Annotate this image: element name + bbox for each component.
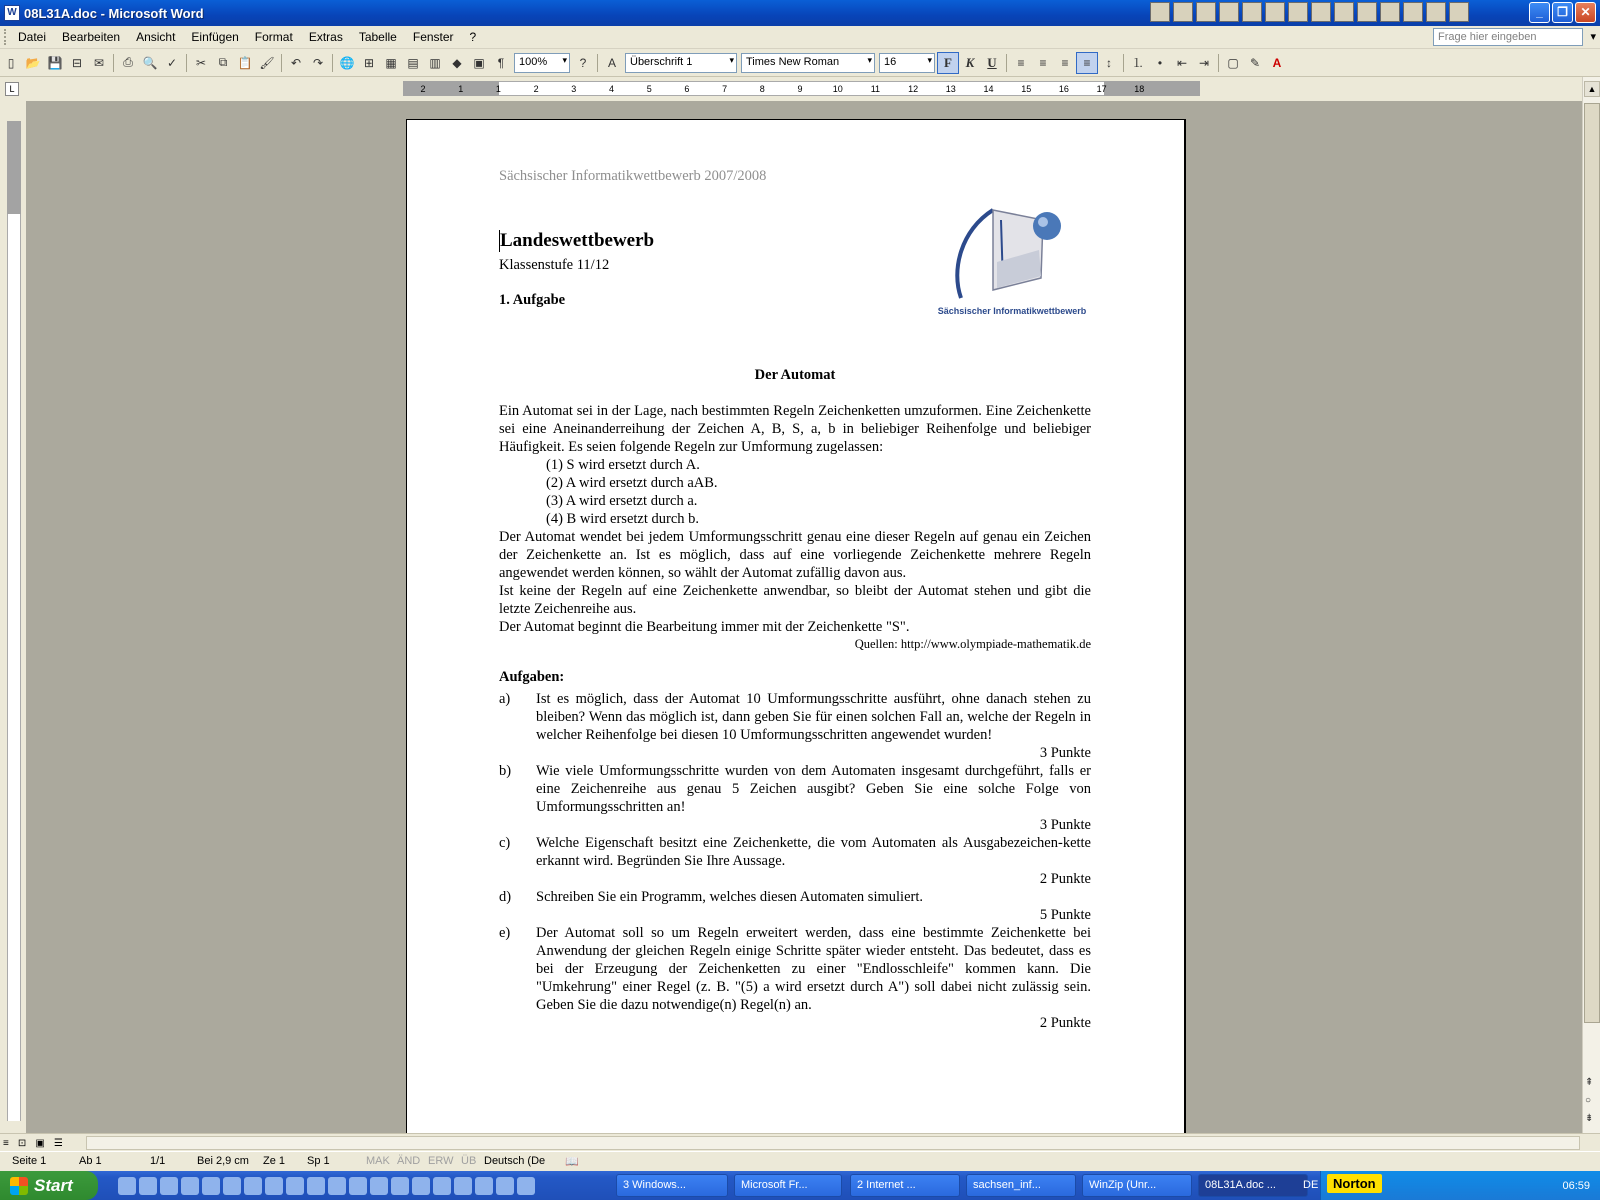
hyperlink-icon[interactable]: 🌐 bbox=[339, 55, 355, 70]
ruler-tick-label: 5 bbox=[646, 84, 652, 94]
vertical-scrollbar[interactable] bbox=[1582, 77, 1600, 1133]
task-points: 2 Punkte bbox=[1039, 871, 1091, 887]
status-bar bbox=[0, 1151, 1600, 1171]
highlight-icon[interactable]: ✎ bbox=[1249, 55, 1261, 70]
shortcut-icon[interactable] bbox=[1380, 2, 1400, 22]
shortcut-icon[interactable] bbox=[1426, 2, 1446, 22]
align-left-icon[interactable]: ≡ bbox=[1017, 55, 1025, 70]
close-button[interactable]: ✕ bbox=[1575, 2, 1596, 23]
task-text: Der Automat soll so um Regeln erweitert werden, dass eine bestimmte Zeichenkette bei Anwendung der gleichen Regeln einige Schritte später wieder entsteht. Das bedeutet, dass es bei der Erzeugung der Zeichenketten zu einer "Endlosschleife" kommen kann. Die "Umkehrung" einer Regel (z. B. "(5) a wird ersetzt durch A") soll dabei nicht zulässig sein. Geben Sie die dazu notwendige(n) Regel(n) an. bbox=[536, 925, 1091, 1013]
quicklaunch-icon[interactable] bbox=[454, 1177, 472, 1195]
task-points: 5 Punkte bbox=[1039, 907, 1091, 923]
align-right-icon[interactable]: ≡ bbox=[1061, 55, 1069, 70]
paste-icon[interactable]: 📋 bbox=[237, 55, 253, 70]
quick-launch bbox=[118, 1177, 535, 1195]
quicklaunch-icon[interactable] bbox=[370, 1177, 388, 1195]
open-folder-icon[interactable]: 📂 bbox=[25, 55, 41, 70]
quicklaunch-icon[interactable] bbox=[265, 1177, 283, 1195]
ruler-tick-label: 2 bbox=[420, 84, 426, 94]
clock: 06:59 bbox=[1562, 1179, 1590, 1192]
shortcut-icon[interactable] bbox=[1357, 2, 1377, 22]
norton-button[interactable]: Norton bbox=[1327, 1174, 1382, 1193]
justify-icon[interactable]: ≡ bbox=[1076, 52, 1098, 74]
border-icon[interactable]: ▢ bbox=[1227, 55, 1239, 70]
rule-item: (4) B wird ersetzt durch b. bbox=[546, 511, 700, 527]
insert-excel-icon[interactable]: ▤ bbox=[407, 55, 419, 70]
help-icon[interactable]: ? bbox=[579, 55, 587, 70]
bold-button[interactable]: F bbox=[937, 52, 959, 74]
status-column: Sp 1 bbox=[307, 1155, 330, 1167]
taskbar-button[interactable]: 2 Internet ... bbox=[850, 1174, 960, 1197]
ruler-tick-label: 15 bbox=[1021, 84, 1032, 94]
shortcut-icon[interactable] bbox=[1265, 2, 1285, 22]
taskbar-button[interactable]: Microsoft Fr... bbox=[734, 1174, 842, 1197]
quicklaunch-icon[interactable] bbox=[202, 1177, 220, 1195]
window-title: 08L31A.doc - Microsoft Word bbox=[24, 5, 204, 21]
intro-body bbox=[499, 402, 1091, 652]
status-track-changes[interactable]: ÄND bbox=[397, 1155, 421, 1167]
task-letter: a) bbox=[499, 691, 511, 707]
task-text: Ist es möglich, dass der Automat 10 Umformungsschritte ausführt, ohne danach stehen zu bleiben? Wenn das möglich ist, dann geben Sie für einen solchen Fall an, welche der Regeln in welcher Reihenfolge bei diesen 10 Umformungsschritten angewendet wurden! bbox=[536, 691, 1091, 743]
cut-icon[interactable]: ✂ bbox=[195, 55, 207, 70]
quicklaunch-icon[interactable] bbox=[244, 1177, 262, 1195]
styles-icon[interactable]: A bbox=[607, 55, 616, 70]
format-painter-icon[interactable]: 🖌 bbox=[259, 55, 275, 70]
drawing-icon[interactable]: ◆ bbox=[452, 55, 462, 70]
spellcheck-icon[interactable]: ✓ bbox=[166, 55, 178, 70]
ruler-tick-label: 10 bbox=[832, 84, 843, 94]
menu-tabelle[interactable]: Tabelle bbox=[358, 30, 397, 44]
ruler-tick-label: 12 bbox=[908, 84, 919, 94]
quicklaunch-icon[interactable] bbox=[286, 1177, 304, 1195]
quicklaunch-icon[interactable] bbox=[391, 1177, 409, 1195]
quicklaunch-icon[interactable] bbox=[475, 1177, 493, 1195]
new-document-icon[interactable]: ▯ bbox=[7, 55, 15, 70]
tables-borders-icon[interactable]: ⊞ bbox=[363, 55, 375, 70]
task-item bbox=[499, 762, 1091, 816]
ruler-tick-label: 2 bbox=[533, 84, 539, 94]
ruler-ticks bbox=[0, 77, 1600, 101]
status-macro[interactable]: MAK bbox=[366, 1155, 390, 1167]
start-button[interactable] bbox=[0, 1171, 98, 1200]
section-title: Der Automat bbox=[754, 367, 836, 383]
taskbar bbox=[0, 1171, 1600, 1200]
task-letter: c) bbox=[499, 835, 511, 851]
font-size-select[interactable]: 16 ▾ bbox=[879, 53, 935, 73]
task-item bbox=[499, 888, 1091, 906]
insert-table-icon[interactable]: ▦ bbox=[385, 55, 397, 70]
task-item bbox=[499, 690, 1091, 744]
print-preview-icon[interactable]: 🔍 bbox=[142, 55, 158, 70]
paragraph: Der Automat beginnt die Bearbeitung immer mit der Zeichenkette "S". bbox=[499, 619, 910, 635]
tasks-heading: Aufgaben: bbox=[499, 669, 565, 685]
windows-logo-icon bbox=[10, 1177, 28, 1195]
shortcut-icon[interactable] bbox=[1311, 2, 1331, 22]
shortcut-icon[interactable] bbox=[1196, 2, 1216, 22]
title-bar bbox=[0, 0, 1600, 26]
quicklaunch-icon[interactable] bbox=[118, 1177, 136, 1195]
shortcut-icon[interactable] bbox=[1449, 2, 1469, 22]
quicklaunch-icon[interactable] bbox=[496, 1177, 514, 1195]
menu-einfuegen[interactable]: Einfügen bbox=[191, 30, 239, 44]
status-line: Ze 1 bbox=[263, 1155, 286, 1167]
scroll-up-button[interactable]: ▲ bbox=[1584, 81, 1600, 97]
task-item bbox=[499, 924, 1091, 1014]
page-header: Sächsischer Informatikwettbewerb 2007/2008 bbox=[499, 168, 767, 184]
ruler-tick-label: 4 bbox=[608, 84, 615, 94]
normal-view-icon[interactable]: ≡ bbox=[3, 1137, 9, 1149]
menu-bar bbox=[0, 26, 1600, 49]
shortcut-icon[interactable] bbox=[1334, 2, 1354, 22]
taskbar-button[interactable]: 3 Windows... bbox=[616, 1174, 728, 1197]
vertical-ruler[interactable] bbox=[0, 101, 26, 1133]
menu-ansicht[interactable]: Ansicht bbox=[136, 30, 176, 44]
spelling-status-icon[interactable]: 📖 bbox=[565, 1156, 579, 1168]
menu-datei[interactable]: Datei bbox=[18, 30, 47, 44]
ruler-tick-label: 11 bbox=[870, 84, 881, 94]
ruler-tick-label: 16 bbox=[1058, 84, 1069, 94]
status-section: Ab 1 bbox=[79, 1155, 102, 1167]
tasks-list bbox=[499, 690, 1091, 1032]
redo-icon[interactable]: ↷ bbox=[312, 55, 324, 70]
ruler-tick-label: 7 bbox=[722, 84, 728, 94]
task-letter: e) bbox=[499, 925, 511, 941]
underline-button[interactable]: U bbox=[987, 54, 997, 70]
task-text: Welche Eigenschaft besitzt eine Zeichenkette, die vom Automaten als Ausgabezeichen-kette erkannt wird. Begründen Sie Ihre Aussage. bbox=[536, 835, 1091, 869]
ruler-tick-label: 1 bbox=[458, 84, 464, 94]
undo-icon[interactable]: ↶ bbox=[290, 55, 302, 70]
outline-view-icon[interactable]: ☰ bbox=[53, 1137, 63, 1149]
scroll-thumb[interactable] bbox=[1584, 103, 1600, 1023]
bullets-icon[interactable]: • bbox=[1157, 55, 1163, 70]
columns-icon[interactable]: ▥ bbox=[429, 55, 441, 70]
contest-logo bbox=[931, 200, 1093, 316]
shortcut-icon[interactable] bbox=[1242, 2, 1262, 22]
status-position: Bei 2,9 cm bbox=[197, 1155, 249, 1167]
quicklaunch-icon[interactable] bbox=[517, 1177, 535, 1195]
class-level: Klassenstufe 11/12 bbox=[499, 257, 610, 273]
help-search-input[interactable]: Frage hier eingeben ▾ bbox=[1433, 28, 1583, 46]
menu-format[interactable]: Format bbox=[254, 30, 293, 44]
copy-icon[interactable]: ⧉ bbox=[218, 55, 228, 69]
email-icon[interactable]: ✉ bbox=[93, 55, 105, 70]
language-indicator[interactable]: DE bbox=[1303, 1179, 1319, 1191]
quicklaunch-icon[interactable] bbox=[181, 1177, 199, 1195]
task-points: 3 Punkte bbox=[1039, 817, 1091, 833]
quicklaunch-icon[interactable] bbox=[412, 1177, 430, 1195]
logo-graphic bbox=[931, 200, 1093, 304]
task-letter: d) bbox=[499, 889, 512, 905]
web-view-icon[interactable]: ⊡ bbox=[17, 1137, 27, 1149]
italic-button[interactable]: K bbox=[965, 54, 975, 70]
task-points: 3 Punkte bbox=[1039, 745, 1091, 761]
ruler-tick-label: 1 bbox=[495, 84, 501, 94]
quicklaunch-icon[interactable] bbox=[349, 1177, 367, 1195]
save-icon[interactable]: 💾 bbox=[47, 55, 63, 70]
rule-item: (2) A wird ersetzt durch aAB. bbox=[546, 475, 718, 491]
rule-item: (1) S wird ersetzt durch A. bbox=[546, 457, 700, 473]
intro-paragraph: Ein Automat sei in der Lage, nach bestimmten Regeln Zeichenketten umzuformen. Eine Zeichenkette sei eine Aneinanderreihung der Zeichen A, B, S, a, b in beliebiger Reihenfolge und beliebiger Häufigkeit. Es seien folgende Regeln zur Umformung zugelassen: bbox=[499, 403, 1091, 455]
increase-indent-icon[interactable]: ⇥ bbox=[1198, 55, 1210, 70]
status-extend[interactable]: ERW bbox=[428, 1155, 454, 1167]
task-text: Wie viele Umformungsschritte wurden von dem Automaten insgesamt durchgeführt, falls er eine Zeichenreihe aus genau 5 Zeichen ausgibt? Geben Sie eine solche Folge von Umformungsschritten an! bbox=[536, 763, 1091, 815]
shortcut-icon[interactable] bbox=[1219, 2, 1239, 22]
toolbar bbox=[0, 49, 1600, 77]
office-shortcut-bar bbox=[1150, 2, 1469, 22]
zoom-select[interactable]: 100% ▾ bbox=[514, 53, 570, 73]
status-page: Seite 1 bbox=[12, 1155, 47, 1167]
align-center-icon[interactable]: ≡ bbox=[1039, 55, 1047, 70]
quicklaunch-icon[interactable] bbox=[328, 1177, 346, 1195]
horizontal-ruler[interactable] bbox=[0, 77, 1600, 101]
maximize-button[interactable]: ❐ bbox=[1552, 2, 1573, 23]
paragraph: Ist keine der Regeln auf eine Zeichenkette anwendbar, so bleibt der Automat stehen und gibt die letzte Zeichenreihe aus. bbox=[499, 583, 1091, 617]
shortcut-icon[interactable] bbox=[1173, 2, 1193, 22]
quicklaunch-icon[interactable] bbox=[223, 1177, 241, 1195]
print-layout-icon[interactable]: ▣ bbox=[35, 1137, 45, 1149]
document-map-icon[interactable]: ▣ bbox=[473, 55, 485, 70]
ruler-tick-label: 3 bbox=[571, 84, 577, 94]
menu-help[interactable]: ? bbox=[469, 30, 477, 44]
logo-text: Sächsischer Informatikwettbewerb bbox=[937, 306, 1087, 316]
browse-object-icon[interactable]: ○ bbox=[1585, 1095, 1592, 1106]
system-tray bbox=[1303, 1171, 1600, 1200]
quicklaunch-icon[interactable] bbox=[139, 1177, 157, 1195]
decrease-indent-icon[interactable]: ⇤ bbox=[1176, 55, 1188, 70]
paragraph: Der Automat wendet bei jedem Umformungsschritt genau eine dieser Regeln auf genau ein Zeichen der Zeichenkette an. Ist es möglich, dass auf eine vorliegende Zeichenkette mehrere Regeln angewendet werden können, so wählt der Automat zufällig davon aus. bbox=[499, 529, 1091, 581]
task-letter: b) bbox=[499, 763, 512, 779]
font-color-icon[interactable]: A bbox=[1272, 55, 1282, 70]
status-pages: 1/1 bbox=[150, 1155, 166, 1167]
menu-bearbeiten[interactable]: Bearbeiten bbox=[62, 30, 121, 44]
ruler-tick-label: 17 bbox=[1096, 84, 1107, 94]
quicklaunch-icon[interactable] bbox=[433, 1177, 451, 1195]
word-app-icon[interactable]: W bbox=[4, 5, 20, 21]
horizontal-scrollbar[interactable] bbox=[86, 1136, 1580, 1150]
document-heading: Landeswettbewerb bbox=[500, 230, 655, 251]
task-text: Schreiben Sie ein Programm, welches diesen Automaten simuliert. bbox=[536, 889, 923, 905]
rule-item: (3) A wird ersetzt durch a. bbox=[546, 493, 698, 509]
task-points: 2 Punkte bbox=[1039, 1015, 1091, 1031]
status-overtype[interactable]: ÜB bbox=[461, 1155, 477, 1167]
taskbar-button-active[interactable]: 08L31A.doc ... bbox=[1198, 1174, 1308, 1197]
ruler-tick-label: 6 bbox=[684, 84, 690, 94]
ruler-tick-label: 8 bbox=[759, 84, 765, 94]
quicklaunch-icon[interactable] bbox=[307, 1177, 325, 1195]
ruler-tick-label: 18 bbox=[1134, 84, 1145, 94]
previous-page-icon[interactable]: ⇞ bbox=[1585, 1077, 1594, 1088]
line-spacing-icon[interactable]: ↕ bbox=[1106, 55, 1112, 70]
source-note: Quellen: http://www.olympiade-mathematik.de bbox=[854, 637, 1091, 651]
font-select[interactable]: Times New Roman ▾ bbox=[741, 53, 875, 73]
shortcut-icon[interactable] bbox=[1150, 2, 1170, 22]
taskbar-button[interactable]: sachsen_inf... bbox=[966, 1174, 1076, 1197]
next-page-icon[interactable]: ⇟ bbox=[1585, 1113, 1594, 1124]
document-area[interactable] bbox=[26, 101, 1582, 1133]
document-page[interactable] bbox=[406, 119, 1186, 1133]
ruler-tick-label: 14 bbox=[983, 84, 994, 94]
taskbar-button[interactable]: WinZip (Unr... bbox=[1082, 1174, 1192, 1197]
status-language: Deutsch (De bbox=[484, 1155, 546, 1167]
shortcut-icon[interactable] bbox=[1288, 2, 1308, 22]
shortcut-icon[interactable] bbox=[1403, 2, 1423, 22]
task-item bbox=[499, 834, 1091, 870]
print-icon[interactable]: ⎙ bbox=[123, 55, 133, 69]
menu-fenster[interactable]: Fenster bbox=[412, 30, 454, 44]
quicklaunch-icon[interactable] bbox=[160, 1177, 178, 1195]
task-number: 1. Aufgabe bbox=[499, 292, 566, 308]
permission-icon[interactable]: ⊟ bbox=[71, 55, 83, 70]
ruler-tick-label: 9 bbox=[797, 84, 803, 94]
numbering-icon[interactable]: ⒈ bbox=[1131, 56, 1144, 70]
start-label: Start bbox=[34, 1175, 73, 1195]
minimize-button[interactable]: _ bbox=[1529, 2, 1550, 23]
view-buttons bbox=[0, 1137, 66, 1149]
style-select[interactable]: Überschrift 1 ▾ bbox=[625, 53, 737, 73]
show-formatting-icon[interactable]: ¶ bbox=[497, 55, 505, 70]
ruler-tick-label: 13 bbox=[945, 84, 956, 94]
view-bar bbox=[0, 1133, 1600, 1151]
tab-selector[interactable]: L bbox=[5, 82, 19, 96]
menu-extras[interactable]: Extras bbox=[308, 30, 343, 44]
